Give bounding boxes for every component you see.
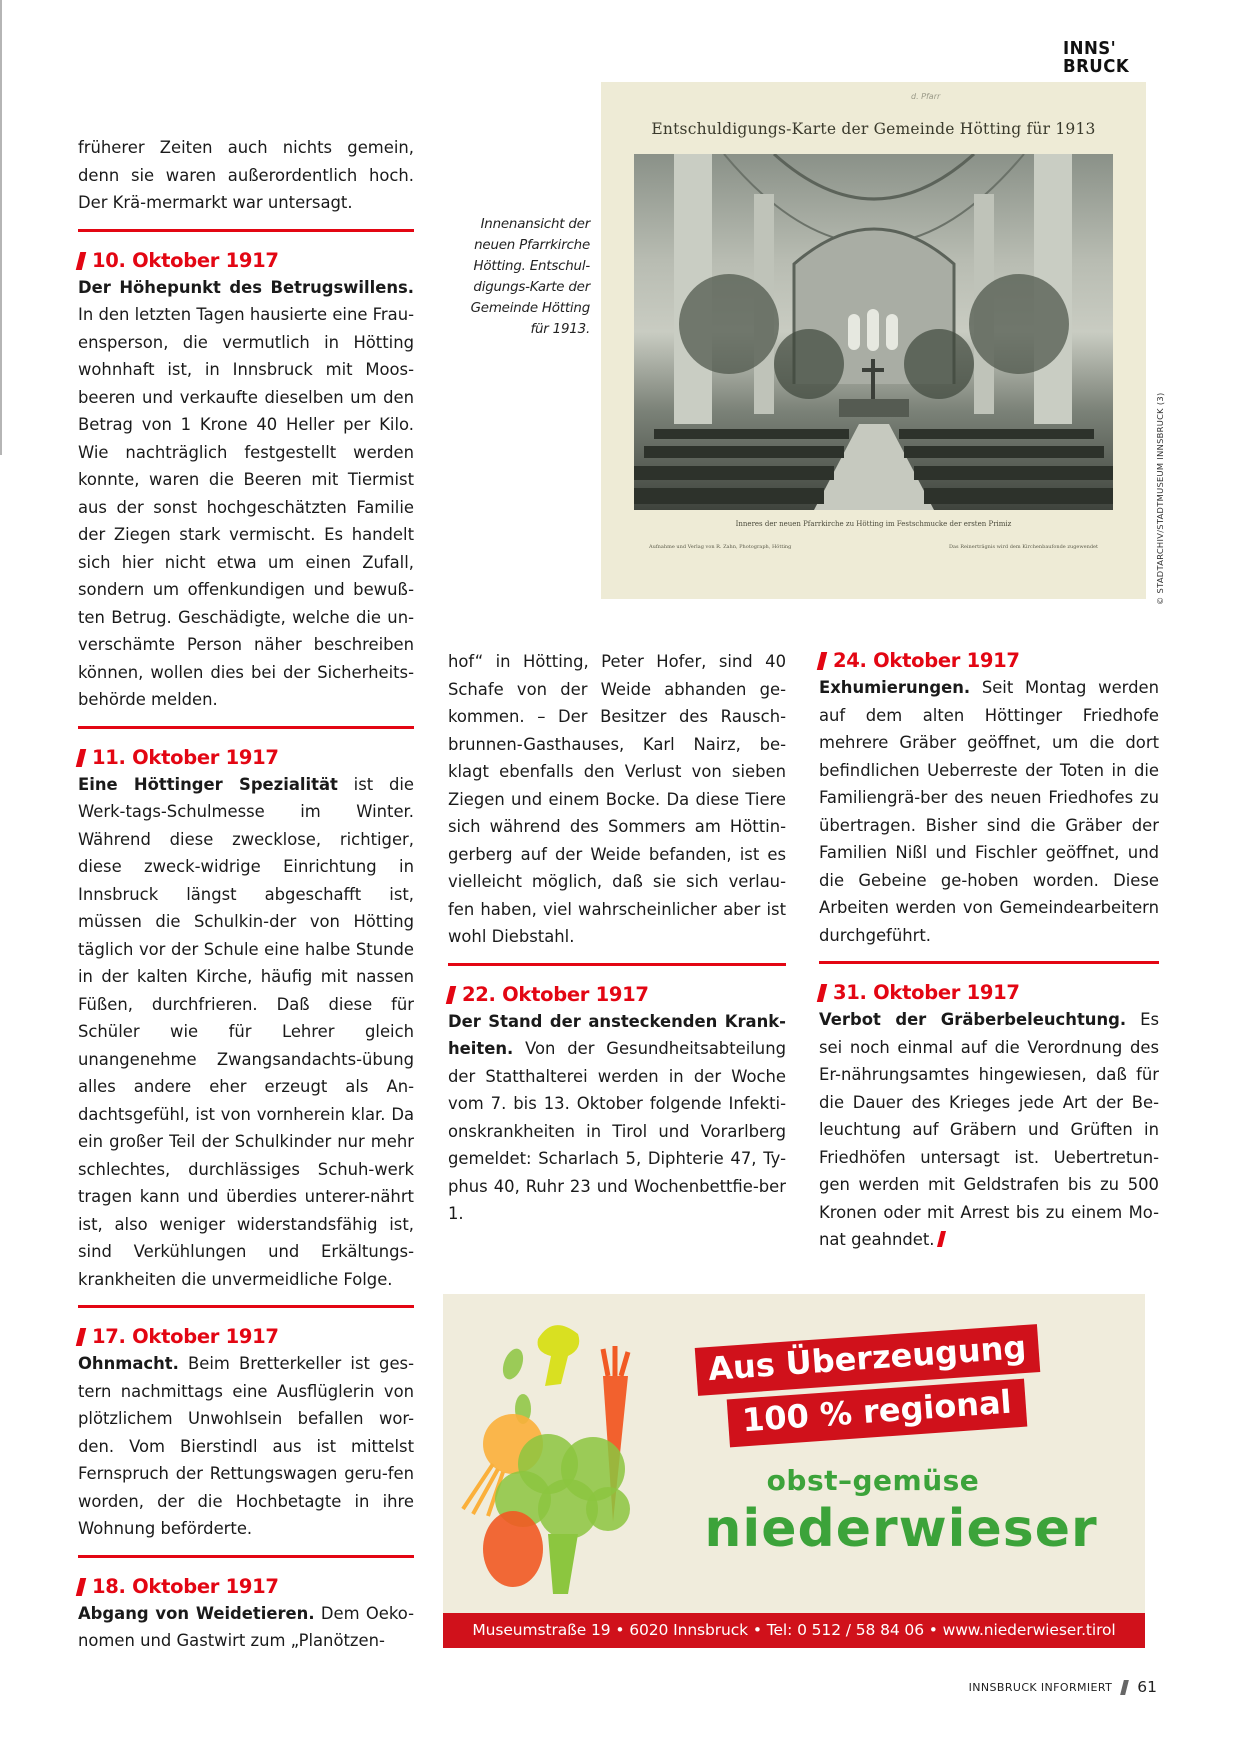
innsbruck-logo bbox=[1063, 40, 1129, 76]
entry-body bbox=[819, 674, 1159, 949]
photo-handwriting: d. Pfarr bbox=[911, 92, 941, 101]
date-text: 10. Oktober 1917 bbox=[92, 248, 279, 272]
entry-date bbox=[448, 982, 786, 1008]
church-interior-image bbox=[634, 154, 1113, 510]
entry-date bbox=[819, 648, 1159, 674]
entry-body bbox=[78, 1600, 414, 1655]
entry-text: ist die Werk-tags-Schulmesse im Winter. Während diese zwecklose, richtiger, diese zweck-widrige Einrichtung in Innsbruck längst abgeschafft ist, müssen die Schulkin-der von Hötting täglich vor der Schule eine halbe Stunde in der kalten Kirche, häufig mit nassen Füßen, durchfrieren. Daß diese für Schüler wie für Lehrer gleich unangenehme Zwangsandachts-übung alles andere eher erzeugt als An-dachtsgefühl, ist von vornherein klar. Da ein großer Teil der Schulkinder nur mehr schlechtes, durchlässiges Schuh-werk tragen kann und überdies unterer-nährt ist, also weniger widerstandsfähig ist, sind Verkühlungen und Erkältungs-krankheiten die unvermeidliche Folge. bbox=[78, 774, 414, 1289]
ad-headline-1: Aus Überzeugung bbox=[695, 1324, 1040, 1396]
slash-icon bbox=[817, 984, 827, 1002]
ad-brand-name: niederwieser bbox=[704, 1499, 1098, 1559]
entry-continuation: hof“ in Hötting, Peter Hofer, sind 40 Schafe von der Weide abhanden ge-kommen. – Der Besitzer des Rausch-brunnen-Gasthauses, Karl Nairz, be-klagt ebenfalls den Verlust von sieben Ziegen und einem Bocke. Da diese Tiere sich während des Sommers am Höttin-gerberg auf der Weide befanden, ist es vielleicht möglich, daß sie sich verlau-fen haben, viel wahrscheinlicher aber ist wohl Diebstahl. bbox=[448, 652, 786, 946]
entry-lead: Eine Höttinger Spezialität bbox=[78, 774, 338, 794]
column-3 bbox=[819, 648, 1159, 1254]
ad-contact-bar: Museumstraße 19 • 6020 Innsbruck • Tel: 0 512 / 58 84 06 • www.niederwieser.tirol bbox=[443, 1613, 1145, 1648]
date-text: 24. Oktober 1917 bbox=[833, 649, 1020, 672]
entry-date bbox=[78, 1574, 414, 1600]
entry-date bbox=[819, 980, 1159, 1006]
entry-lead: Exhumierungen. bbox=[819, 678, 971, 697]
photo-footnote-right: Das Reinerträgnis wird dem Kirchenbaufonde zugewendet bbox=[949, 544, 1098, 550]
slash-icon bbox=[1120, 1680, 1129, 1695]
entry-text: Beim Bretterkeller ist ges-tern nachmittags eine Ausflüglerin von plötzlichem Unwohlsein befallen wor-den. Vom Bierstindl aus ist mittelst Fernspruch der Rettungswagen geru-fen worden, der die Hochbetagte in ihre Wohnung beförderte. bbox=[78, 1354, 414, 1538]
slash-icon bbox=[76, 252, 86, 270]
entry-date bbox=[78, 248, 414, 274]
entry-lead: Ohnmacht. bbox=[78, 1354, 179, 1373]
historic-church-photo bbox=[601, 82, 1146, 599]
column-1 bbox=[78, 134, 414, 1655]
ad-subtitle: obst–gemüse bbox=[766, 1464, 980, 1497]
entry-body bbox=[78, 1350, 414, 1543]
slash-icon bbox=[446, 986, 456, 1004]
logo-line-2: BRUCK bbox=[1063, 56, 1130, 77]
entry-text: Es sei noch einmal auf die Verordnung des Er-nährungsamtes hingewiesen, daß für die Dauer des Krieges jede Art der Be-leuchtung auf Gräbern und Grüften in Friedhöfen untersagt ist. Uebertretun-gen werden mit Geldstrafen bis zu 500 Kronen oder mit Arrest bis zu einem Mo-nat geahndet. bbox=[819, 1010, 1159, 1249]
entry-body bbox=[819, 1006, 1159, 1254]
niederwieser-advertisement[interactable] bbox=[443, 1294, 1145, 1648]
photo-footnote-left: Aufnahme und Verlag von R. Zahn, Photograph, Hötting bbox=[649, 544, 792, 550]
entry-body bbox=[78, 771, 414, 1294]
date-text: 11. Oktober 1917 bbox=[92, 745, 279, 769]
church-interior-icon bbox=[634, 154, 1113, 510]
entry-body bbox=[78, 274, 414, 714]
entry-text: Dem Oeko-nomen und Gastwirt zum „Planötzen- bbox=[78, 1603, 414, 1650]
photo-card-title: Entschuldigungs-Karte der Gemeinde Hötting für 1913 bbox=[651, 120, 1096, 138]
photo-caption: Innenansicht der neuen Pfarrkirche Hötting. Entschul-digungs-Karte der Gemeinde Hötting für 1913. bbox=[470, 217, 590, 337]
divider bbox=[78, 1305, 414, 1308]
column-2 bbox=[448, 648, 786, 1228]
photo-inner-caption: Inneres der neuen Pfarrkirche zu Hötting im Festschmucke der ersten Primiz bbox=[735, 520, 1012, 528]
slash-icon bbox=[76, 1578, 86, 1596]
entry-date bbox=[78, 1324, 414, 1350]
slash-icon bbox=[76, 749, 86, 767]
intro-text: früherer Zeiten auch nichts gemein, denn sie waren außerordentlich hoch. Der Krä-mermarkt war untersagt. bbox=[78, 138, 414, 212]
page-footer bbox=[969, 1678, 1157, 1696]
slash-icon bbox=[817, 652, 827, 670]
date-text: 18. Oktober 1917 bbox=[92, 1574, 279, 1598]
photo-credit: © STADTARCHIV/STADTMUSEUM INNSBRUCK (3) bbox=[1155, 392, 1165, 605]
date-text: 22. Oktober 1917 bbox=[462, 982, 649, 1006]
entry-lead: Abgang von Weidetieren. bbox=[78, 1603, 315, 1623]
entry-date bbox=[78, 745, 414, 771]
entry-body bbox=[448, 1008, 786, 1228]
divider bbox=[78, 229, 414, 232]
date-text: 17. Oktober 1917 bbox=[92, 1325, 279, 1348]
divider bbox=[448, 963, 786, 966]
page-edge-strip bbox=[0, 0, 2, 455]
publication-name: INNSBRUCK INFORMIERT bbox=[968, 1680, 1113, 1694]
logo-line-1: INNS' bbox=[1063, 38, 1117, 59]
ad-headline-2: 100 % regional bbox=[727, 1379, 1027, 1448]
entry-text: Von der Gesundheitsabteilung der Statthalterei werden in der Woche vom 7. bis 13. Oktober folgende Infekti-onskrankheiten in Tirol und Vorarlberg gemeldet: Scharlach 5, Diphterie 47, Ty-phus 40, Ruhr 23 und Wochenbettfie-ber 1. bbox=[448, 1039, 786, 1223]
divider bbox=[819, 961, 1159, 964]
entry-text: In den letzten Tagen hausierte eine Frau-ensperson, die vermutlich in Hötting wohnhaft ist, in Innsbruck mit Moos-beeren und verkaufte dieselben um den Betrag von 1 Krone 40 Heller per Kilo. Wie nachträglich festgestellt werden konnte, waren die Beeren mit Tiermist aus der sonst hochgeschätzten Familie der Ziegen stark vermischt. Es handelt sich hier nicht etwa um einen Zufall, sondern um offenkundigen und bewuß-ten Betrug. Geschädigte, welche die un-verschämte Person näher beschreiben können, wollen dies bei der Sicherheits-behörde melden. bbox=[78, 305, 414, 709]
entry-text: Seit Montag werden auf dem alten Höttinger Friedhofe mehrere Gräber geöffnet, um die dort befindlichen Ueberreste der Toten in die Familiengrä-ber des neuen Friedhofes zu übertragen. Bisher sind die Gräber der Familien Nißl und Fischler geöffnet, und die Gebeine ge-hoben worden. Diese Arbeiten werden von Gemeindearbeitern durchgeführt. bbox=[819, 678, 1159, 945]
divider bbox=[78, 726, 414, 729]
slash-icon bbox=[76, 1328, 86, 1346]
entry-lead: Der Stand der ansteckenden Krank-heiten. bbox=[448, 1011, 786, 1058]
entry-lead: Verbot der Gräberbeleuchtung. bbox=[819, 1010, 1127, 1029]
end-slash-icon bbox=[937, 1231, 946, 1247]
date-text: 31. Oktober 1917 bbox=[833, 981, 1020, 1004]
vegetables-illustration-icon bbox=[443, 1294, 703, 1614]
entry-lead: Der Höhepunkt des Betrugswillens. bbox=[78, 277, 414, 297]
page-number: 61 bbox=[1137, 1678, 1157, 1696]
divider bbox=[78, 1555, 414, 1558]
